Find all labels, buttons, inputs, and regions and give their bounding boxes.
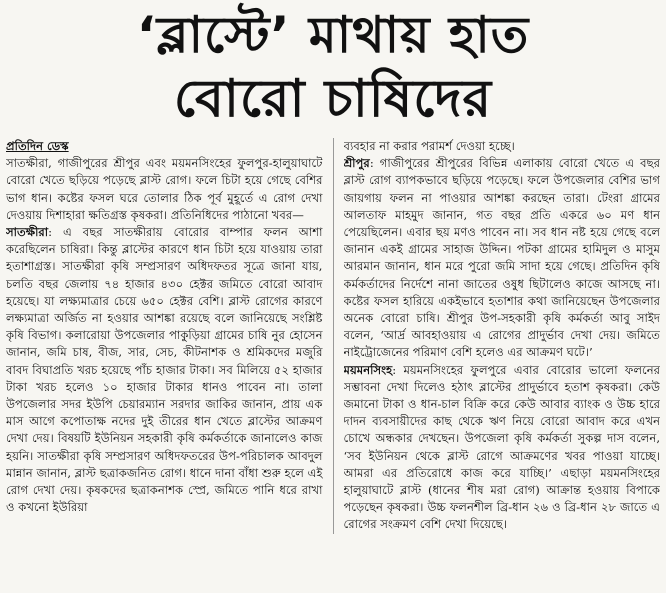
right-column — [344, 138, 661, 534]
article-columns — [6, 138, 660, 534]
satkhira-text: : এ বছর সাতক্ষীরায় বোরোর বাম্পার ফলন আশা করেছিলেন চাষিরা। কিন্তু ব্লাস্টের কারণে ধান চিটা হয়ে যাওয়ায় তারা হতাশাগ্রস্ত। সাতক্ষীরা কৃষি সম্প্রসারণ অধিদফতর সূত্রে জানা যায়, চলতি বছর জেলায় ৭৪ হাজার ৪৩০ হেক্টর জমিতে বোরো আবাদ হয়েছে। যা লক্ষ্যমাত্রার চেয়ে ৬৫০ হেক্টর বেশি। ব্লাস্ট রোগের কারণে লক্ষ্যমাত্রা অর্জিত না হওয়ার আশঙ্কা রয়েছে বলে জানিয়েছে সংশ্লিষ্ট কৃষি বিভাগ। কলারোয়া উপজেলার পাকুড়িয়া গ্রামের চাষি নুর হোসেন জানান, জমি চাষ, বীজ, সার, সেচ, কীটনাশক ও শ্রমিকদের মজুরি বাবদ বিঘাপ্রতি খরচ হয়েছে পাঁচ হাজার টাকা। সব মিলিয়ে ৫২ হাজার টাকা খরচ হলেও ১০ হাজার টাকার ধানও পাবেন না। তালা উপজেলার সদর ইউপি চেয়ারম্যান সরদার জাকির জানান, প্রায় এক মাস আগে কপোতাক্ষ নদের দুই তীরের ধান খেতে ব্লাস্টের আক্রমণ দেখা দেয়। বিষয়টি ইউনিয়ন সহকারী কৃষি কর্মকর্তাকে জানালেও কাজ হয়নি। সাতক্ষীরা কৃষি সম্প্রসারণ অধিদফতরের উপ-পরিচালক আবদুল মান্নান জানান, ব্লাস্ট ছত্রাকজনিত রোগ। ধানে দানা বাঁধা শুরু হলে এই রোগ দেখা দেয়। কৃষকদের ছত্রাকনাশক স্প্রে, জমিতে পানি ধরে রাখা ও কখনো ইউরিয়া — [6, 225, 323, 515]
intro-paragraph: সাতক্ষীরা, গাজীপুরের শ্রীপুর এবং ময়মনসিংহের ফুলপুর-হালুয়াঘাটে বোরো খেতে ছড়িয়ে পড়েছে ব্লাস্ট রোগ। ফলে চিটা হয়ে গেছে বেশির ভাগ ধান। কষ্টের ফসল ঘরে তোলার ঠিক পূর্ব মুহূর্তে এ রোগ দেখা দেওয়ায় দিশাহারা ক্ষতিগ্রস্ত কৃষকরা। প্রতিনিধিদের পাঠানো খবর— — [6, 156, 323, 222]
sreepur-text: : গাজীপুরের শ্রীপুরের বিভিন্ন এলাকায় বোরো খেতে এ বছর ব্লাস্ট রোগ ব্যাপকভাবে ছড়িয়ে পড়েছে। ফলে উপজেলার বেশির ভাগ জায়গায় ফলন না পাওয়ার আশঙ্কা করছেন তারা। টেংরা গ্রামের আলতাফ মাহমুদ জানান, গত বছর প্রতি একরে ৬০ মণ ধান পেয়েছিলেন। এবার ছয় মণও পাবেন না। সব ধান নষ্ট হয়ে গেছে বলে জানান একই গ্রামের সাহাজ উদ্দিন। পটকা গ্রামের হামিদুল ও মাসুম আরমান জানান, ধান মরে পুরো জমি সাদা হয়ে গেছে। প্রতিদিন কৃষি কর্মকর্তাদের নির্দেশে নানা জাতের ওষুধ ছিটালেও কাজে আসছে না। কষ্টের ফসল হারিয়ে একইভাবে হতাশার কথা জানিয়েছেন উপজেলার অনেক বোরো চাষি। শ্রীপুর উপ-সহকারী কৃষি কর্মকর্তা আবু সাইদ বলেন, ‘আর্দ্র আবহাওয়ায় এ রোগের প্রাদুর্ভাব দেখা দেয়। জমিতে নাইট্রোজেনের পরিমাণ বেশি হলেও এর আক্রমণ ঘটে।’ — [343, 156, 660, 360]
sreepur-paragraph — [344, 155, 661, 361]
continued-paragraph: ব্যবহার না করার পরামর্শ দেওয়া হচ্ছে। — [343, 139, 515, 153]
headline-line-2: বোরো চাষিদের — [173, 69, 493, 129]
mymensingh-dateline: ময়মনসিংহ — [343, 362, 393, 377]
sreepur-dateline: শ্রীপুর — [343, 156, 370, 171]
satkhira-dateline: সাতক্ষীরা — [6, 225, 49, 240]
newspaper-article — [0, 2, 666, 593]
byline: প্রতিদিন ডেস্ক — [6, 139, 69, 153]
mymensingh-paragraph — [344, 362, 661, 534]
left-column — [6, 138, 323, 534]
column-divider — [333, 138, 334, 534]
satkhira-paragraph — [6, 224, 323, 516]
headline-line-1: ‘ব্লাস্টে’ মাথায় হাত — [136, 6, 530, 64]
headline — [6, 2, 660, 132]
mymensingh-text: : ময়মনসিংহের ফুলপুরে এবার বোরোর ভালো ফলনের সম্ভাবনা দেখা দিলেও হঠাৎ ব্লাস্টের প্রাদুর্ভাবে হতাশ কৃষকরা। কেউ জমানো টাকা ও ধান-চাল বিক্রি করে কেউ আবার ব্যাংক ও উচ্চ হারে দাদন ব্যবসায়ীদের কাছ থেকে ঋণ নিয়ে বোরো আবাদ করে এখন চোখে অন্ধকার দেখছেন। উপজেলা কৃষি কর্মকর্তা সুকল্প দাস বলেন, ‘সব ইউনিয়ন থেকে ব্লাস্ট রোগে আক্রমণের খবর পাওয়া যাচ্ছে। আমরা এর প্রতিরোধে কাজ করে যাচ্ছি।’ এছাড়া ময়মনসিংহের হালুয়াঘাটে ব্লাস্ট (ধানের শীষ মরা রোগ) আক্রান্ত হওয়ায় বিপাকে পড়েছেন কৃষকরা। উচ্চ ফলনশীল ব্রি-ধান ২৬ ও ব্রি-ধান ২৮ জাতে এ রোগের সংক্রমণ বেশি দেখা দিয়েছে। — [343, 362, 660, 532]
